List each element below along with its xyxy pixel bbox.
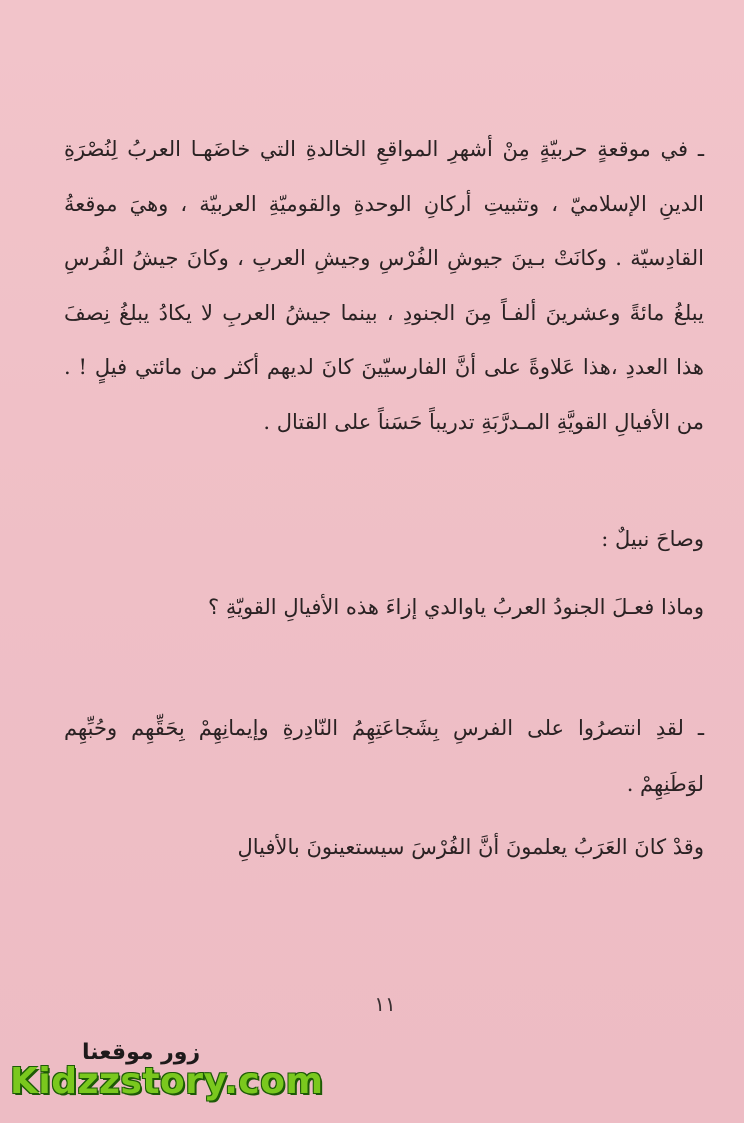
paragraph-nabil-exclaims: وصاحَ نبيلٌ : <box>601 527 704 551</box>
paragraph-qadisiyyah: ـ في موقعةٍ حربيّةٍ مِنْ أشهرِ المواقعِ الخالدةِ التي خاضَهـا العربُ لِنُصْرَةِ الدينِ الإسلاميّ ، وتثبيتِ أركانِ الوحدةِ والقوميّةِ العربيّة ، وهيَ موقعةُ القادِسيّة . وكانَتْ بـينَ جيوشِ الفُرْسِ وجيشِ العربِ ، وكانَ جيشُ الفُرسِ يبلغُ مائةً وعشرينَ ألفـاً مِنَ الجنودِ ، بينما جيشُ العربِ لا يكادُ يبلغُ نِصفَ هذا العددِ ،هذا عَلاوةً على أنَّ الفارسيّينَ كانَ لديهم أكثر من مائتي فيلٍ ! . من الأفيالِ القويَّةِ المـدرَّبَةِ تدريباً حَسَناً على القتال . <box>64 137 704 434</box>
paragraph-question: وماذا فعـلَ الجنودُ العربُ ياوالدي إزاءَ هذه الأفيالِ القويّةِ ؟ <box>208 595 704 619</box>
page-number: ١١ <box>374 992 396 1016</box>
watermark-arabic: زور موقعنا <box>82 1040 201 1065</box>
watermark-logo: Kidzzstory.com <box>10 1061 324 1102</box>
paragraph-answer: ـ لقدِ انتصرُوا على الفرسِ بِشَجاعَتِهِمُ النّادِرةِ وإيمانِهِمْ بِحَقِّهِم وحُبِّهِم لوَطَنِهِمْ . <box>64 716 704 796</box>
paragraph-continuation: وقدْ كانَ العَرَبُ يعلمونَ أنَّ الفُرْسَ سيستعينونَ بالأفيالِ <box>237 835 704 859</box>
